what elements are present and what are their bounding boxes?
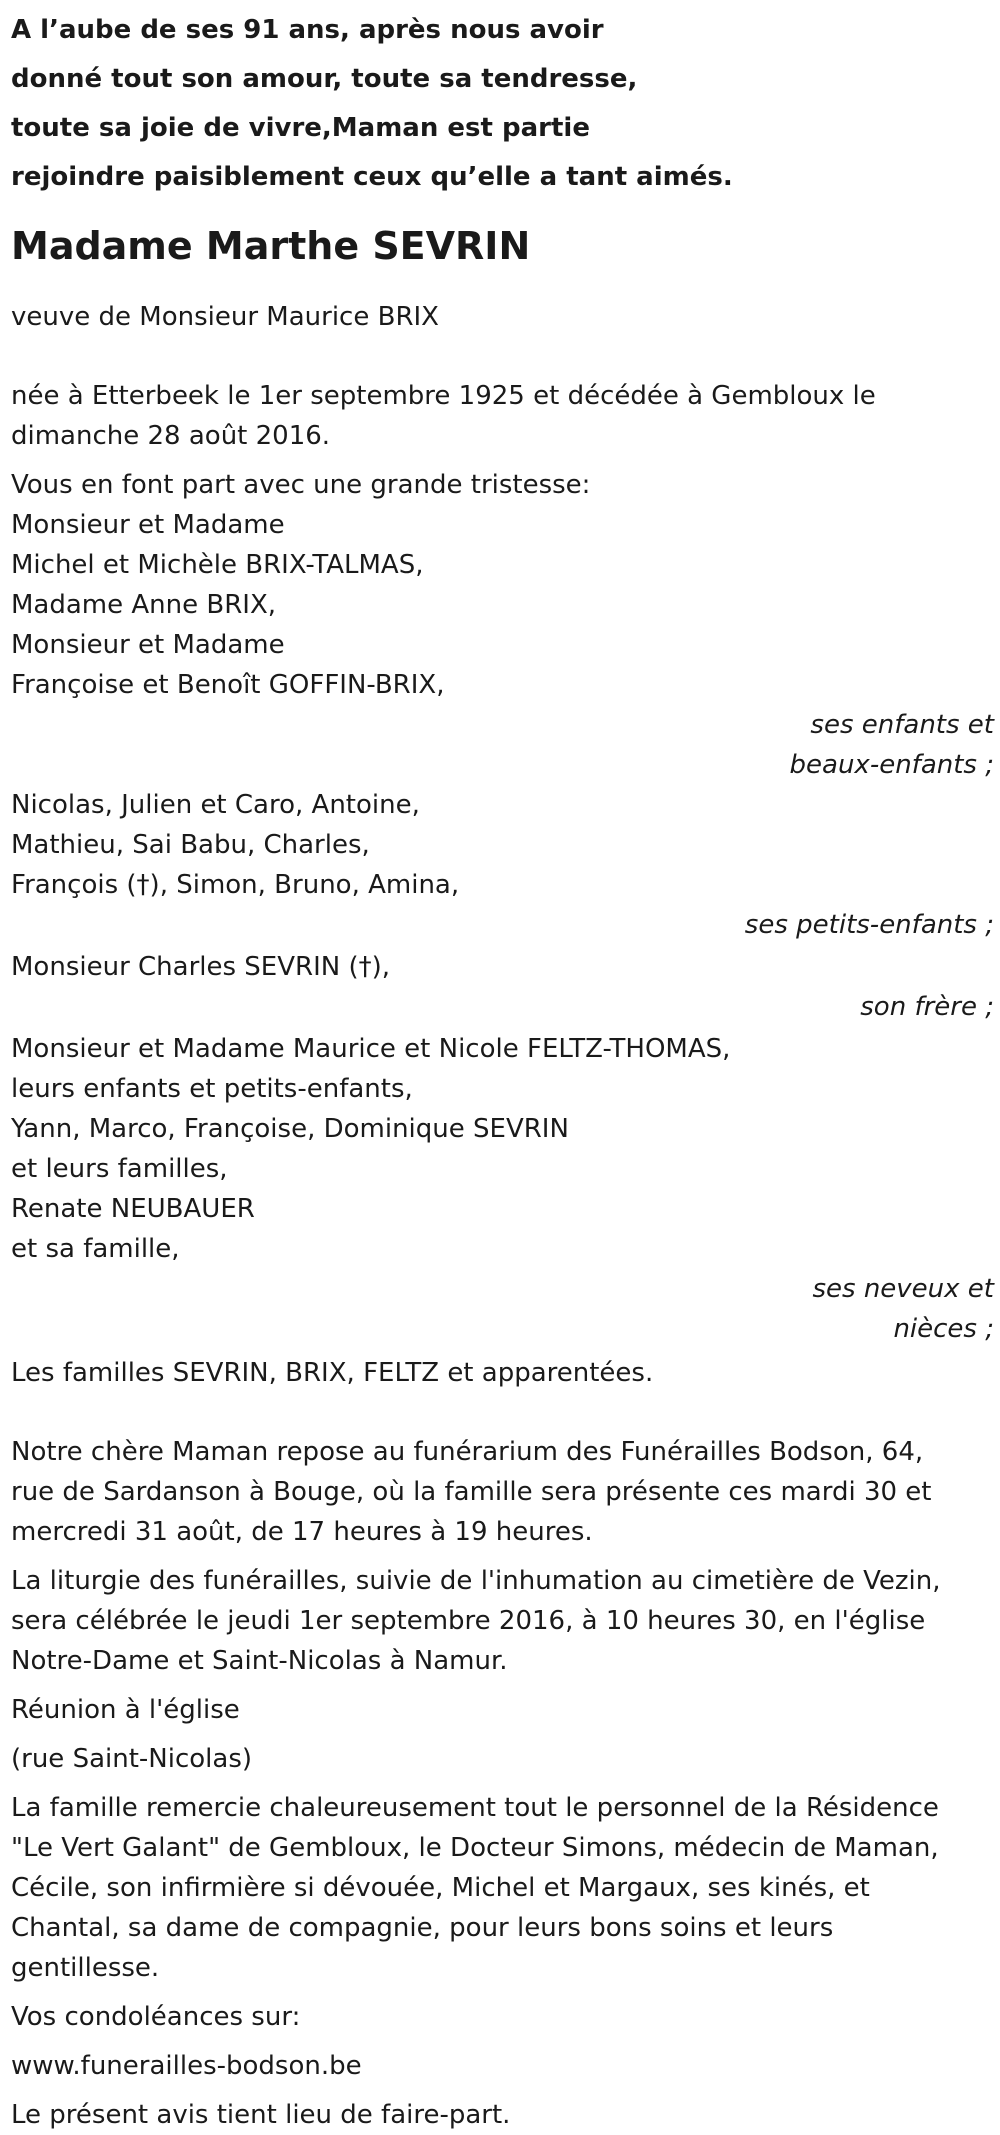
website-line (11, 2046, 994, 2086)
intro-text (11, 0, 994, 202)
thanks-line: Chantal, sa dame de compagnie, pour leurs bons soins et leurs (11, 1913, 834, 1943)
brother-line: Monsieur Charles SEVRIN (†), (11, 952, 391, 982)
intro-line: toute sa joie de vivre,Maman est partie (11, 113, 590, 143)
nephews-role: nièces ; (893, 1314, 994, 1344)
children-line: Françoise et Benoît GOFFIN-BRIX, (11, 670, 445, 700)
nephews-line: et sa famille, (11, 1234, 180, 1264)
obituary-body (11, 276, 994, 2135)
grandchildren-role: ses petits-enfants ; (744, 910, 994, 940)
nephews-line: leurs enfants et petits-enfants, (11, 1074, 413, 1104)
visitation-line: Notre chère Maman repose au funérarium des Funérailles Bodson, 64, (11, 1437, 924, 1467)
nephews-line: Monsieur et Madame Maurice et Nicole FELTZ-THOMAS, (11, 1034, 731, 1064)
meeting-line: Réunion à l'église (11, 1695, 240, 1725)
liturgy-line: sera célébrée le jeudi 1er septembre 2016, à 10 heures 30, en l'église (11, 1606, 926, 1636)
condolences-line: Vos condoléances sur: (11, 2002, 301, 2032)
grandchildren-line: Mathieu, Sai Babu, Charles, (11, 830, 370, 860)
children-line: Monsieur et Madame (11, 630, 285, 660)
nephews-role: ses neveux et (812, 1274, 994, 1304)
families-line: Les familles SEVRIN, BRIX, FELTZ et apparentées. (11, 1358, 654, 1388)
website-link[interactable]: www.funerailles-bodson.be (11, 2051, 362, 2081)
birth-death-line: dimanche 28 août 2016. (11, 421, 331, 451)
thanks-line: gentillesse. (11, 1953, 160, 1983)
brother-role: son frère ; (860, 992, 994, 1022)
intro-line: A l’aube de ses 91 ans, après nous avoir (11, 15, 604, 45)
liturgy-line: La liturgie des funérailles, suivie de l'inhumation au cimetière de Vezin, (11, 1566, 941, 1596)
thanks-line: La famille remercie chaleureusement tout le personnel de la Résidence (11, 1793, 939, 1823)
children-line: Madame Anne BRIX, (11, 590, 277, 620)
obituary-notice (11, 0, 994, 2135)
deceased-name: Madame Marthe SEVRIN (11, 224, 531, 268)
spouse-line: veuve de Monsieur Maurice BRIX (11, 302, 439, 332)
liturgy-line: Notre-Dame et Saint-Nicolas à Namur. (11, 1646, 508, 1676)
thanks-line: Cécile, son infirmière si dévouée, Michel et Margaux, ses kinés, et (11, 1873, 870, 1903)
announcement-intro: Vous en font part avec une grande tristesse: (11, 470, 591, 500)
meeting-place-line: (rue Saint-Nicolas) (11, 1744, 253, 1774)
children-role: ses enfants et (810, 710, 994, 740)
nephews-line: Yann, Marco, Françoise, Dominique SEVRIN (11, 1114, 569, 1144)
nephews-line: et leurs familles, (11, 1154, 228, 1184)
visitation-line: rue de Sardanson à Bouge, où la famille sera présente ces mardi 30 et (11, 1477, 932, 1507)
intro-line: donné tout son amour, toute sa tendresse, (11, 64, 638, 94)
grandchildren-line: Nicolas, Julien et Caro, Antoine, (11, 790, 420, 820)
children-line: Monsieur et Madame (11, 510, 285, 540)
visitation-line: mercredi 31 août, de 17 heures à 19 heures. (11, 1517, 593, 1547)
nephews-line: Renate NEUBAUER (11, 1194, 255, 1224)
grandchildren-line: François (†), Simon, Bruno, Amina, (11, 870, 460, 900)
thanks-line: "Le Vert Galant" de Gembloux, le Docteur Simons, médecin de Maman, (11, 1833, 939, 1863)
children-role: beaux-enfants ; (789, 750, 994, 780)
closing-line: Le présent avis tient lieu de faire-part. (11, 2100, 511, 2130)
intro-line: rejoindre paisiblement ceux qu’elle a tant aimés. (11, 162, 733, 192)
children-line: Michel et Michèle BRIX-TALMAS, (11, 550, 424, 580)
birth-death-line: née à Etterbeek le 1er septembre 1925 et décédée à Gembloux le (11, 381, 876, 411)
